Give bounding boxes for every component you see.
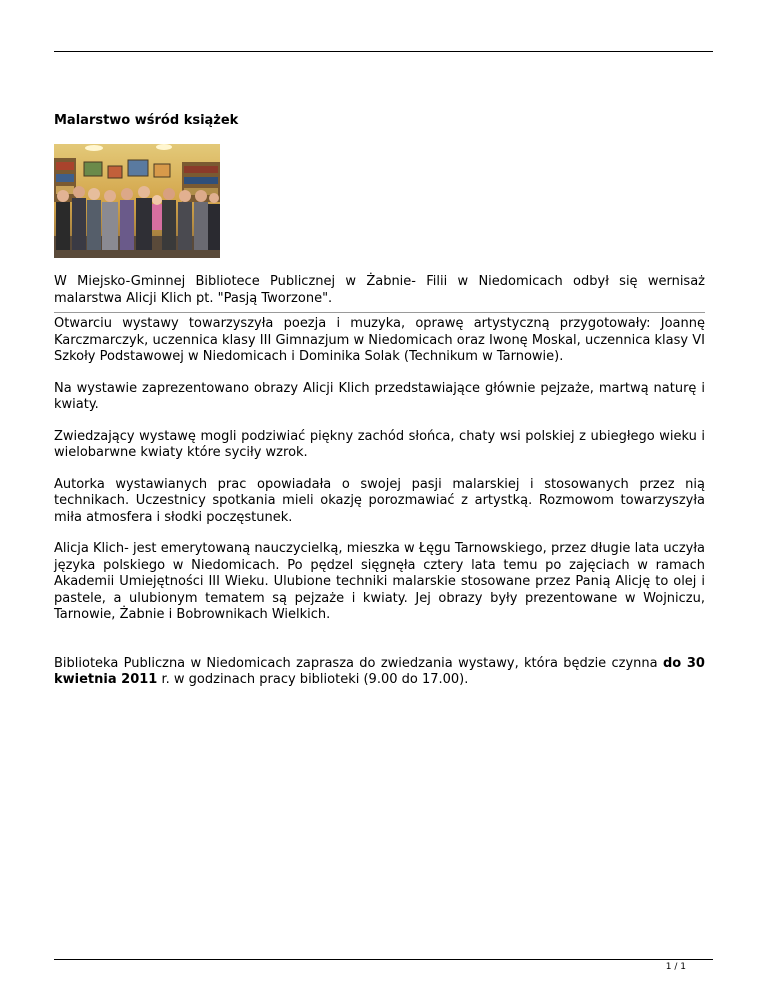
article <box>54 112 705 704</box>
paragraph-visitors: Zwiedzający wystawę mogli podziwiać piękny zachód słońca, chaty wsi polskiej z ubiegłego wieku i wielobarwne kwiaty które syciły wzrok. <box>54 428 705 460</box>
article-title: Malarstwo wśród książek <box>54 113 239 128</box>
footer-rule <box>54 959 713 960</box>
paragraph-opening: Otwarciu wystawy towarzyszyła poezja i muzyka, oprawę artystyczną przygotowały: Joannę Karczmarczyk, uczennica klasy III Gimnazjum w Niedomicach oraz Iwonę Moskal, uczennica klasy VI Szkoły Podstawowej w Niedomicach i Dominika Solak (Technikum w Tarnowie). <box>54 316 705 364</box>
paragraph-invitation <box>54 656 705 689</box>
invitation-text-end: r. w godzinach pracy biblioteki (9.00 do 17.00). <box>157 672 469 687</box>
page-number: 1 / 1 <box>665 962 686 972</box>
paragraph-divider <box>54 312 705 313</box>
invitation-date: do 30 kwietnia 2011 <box>54 655 705 687</box>
header-rule <box>54 51 713 52</box>
paragraph-author-bio: Alicja Klich- jest emerytowaną nauczycielką, mieszka w Łęgu Tarnowskiego, przez długie lata uczyła języka polskiego w Niedomicach. Po pędzel sięgnęła cztery lata temu po zajęciach w ramach Akademii Umiejętności III Wieku. Ulubione techniki malarskie stosowane przez Panią Alicję to olej i pastele, a ulubionym tematem są pejzaże i kwiaty. Jej obrazy były prezentowane w Wojniczu, Tarnowie, Żabnie i Bobrownikach Wielkich. <box>54 541 705 622</box>
paragraph-exhibition: Na wystawie zaprezentowano obrazy Alicji Klich przedstawiające głównie pejzaże, martwą naturę i kwiaty. <box>54 380 705 412</box>
exhibition-photo <box>54 144 220 258</box>
invitation-text-start: Biblioteka Publiczna w Niedomicach zaprasza do zwiedzania wystawy, która będzie czynna <box>54 655 663 671</box>
paragraph-intro: W Miejsko-Gminnej Bibliotece Publicznej w Żabnie- Filii w Niedomicach odbył się wernisaż malarstwa Alicji Klich pt. "Pasją Tworzone". <box>54 274 705 306</box>
paragraph-author-talk: Autorka wystawianych prac opowiadała o swojej pasji malarskiej i stosowanych przez nią technikach. Uczestnicy spotkania mieli okazję porozmawiać z artystką. Rozmowom towarzyszyła miła atmosfera i słodki poczęstunek. <box>54 476 705 525</box>
